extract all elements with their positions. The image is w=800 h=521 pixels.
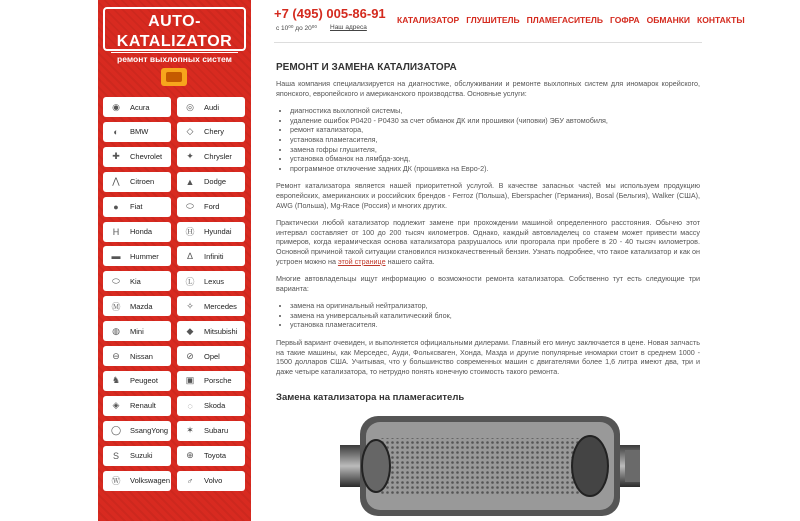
- price-paragraph: Первый вариант очевиден, и выполняется официальными дилерами. Главный его минус заключается в цене. Новая запчасть на такие машины, как Мерседес, Ауди, Фольксваген, Хонда, Мазда и другие популярные иномарки стоит в среднем 1000 - 1500 долларов США. Учитывая, что у большинство современных машин с двигателями более 1,6 литра имеют два, три и даже четыре катализатора, то нетрудно понять конечную стоимость такого ремонта.: [276, 338, 700, 376]
- volvo-logo-icon: ♂: [186, 475, 194, 486]
- brand-link-bmw[interactable]: [103, 122, 171, 142]
- brand-label: Acura: [130, 102, 150, 112]
- ssangyong-logo-icon: ◯: [110, 425, 122, 436]
- kia-logo-icon: ⬭: [112, 275, 120, 286]
- honda-logo-icon: H: [112, 226, 120, 237]
- brand-label: Infiniti: [204, 251, 224, 261]
- brand-link-volvo[interactable]: [177, 471, 245, 491]
- brand-label: Suzuki: [130, 451, 153, 461]
- list-item: • установка пламегасителя.: [290, 320, 700, 330]
- brand-link-mercedes[interactable]: [177, 296, 245, 316]
- brand-link-volkswagen[interactable]: [103, 471, 171, 491]
- toyota-logo-icon: ⊕: [186, 450, 194, 461]
- list-item: • диагностика выхлопной системы,: [290, 106, 700, 116]
- brand-link-hummer[interactable]: [103, 246, 171, 266]
- brand-link-chery[interactable]: [177, 122, 245, 142]
- hyundai-logo-icon: Ⓗ: [185, 227, 195, 237]
- brand-label: Honda: [130, 227, 153, 236]
- list-item: • установка пламегасителя,: [290, 135, 700, 145]
- acura-logo-icon: ◉: [112, 101, 120, 112]
- address-link[interactable]: Наш адреса: [330, 24, 367, 31]
- brand-label: Nissan: [130, 351, 153, 361]
- logo-subtitle: ремонт выхлопных систем: [111, 52, 238, 65]
- nav-flame-arrester[interactable]: ПЛАМЕГАСИТЕЛЬ: [526, 15, 603, 25]
- list-item: • ремонт катализатора,: [290, 125, 700, 135]
- mazda-logo-icon: Ⓜ: [111, 301, 121, 312]
- brand-label: Volkswagen: [130, 476, 171, 485]
- audi-logo-icon: ◎: [186, 101, 194, 112]
- brand-link-dodge[interactable]: [177, 172, 245, 192]
- article-link[interactable]: этой странице: [337, 256, 386, 266]
- nav-catalyst[interactable]: КАТАЛИЗАТОР: [397, 15, 460, 25]
- brand-label: Fiat: [130, 202, 143, 212]
- brand-label: Mercedes: [204, 301, 237, 311]
- nav-corrugation[interactable]: ГОФРА: [610, 15, 640, 25]
- list-item: • замена на оригинальный нейтрализатор,: [290, 301, 700, 311]
- brand-label: Mazda: [130, 301, 153, 311]
- renault-logo-icon: ◈: [112, 400, 120, 411]
- nav-contacts[interactable]: КОНТАКТЫ: [697, 15, 745, 25]
- brand-label: Renault: [130, 401, 156, 411]
- peugeot-logo-icon: ♞: [111, 375, 121, 386]
- brand-link-subaru[interactable]: [177, 421, 245, 441]
- brand-label: Audi: [204, 102, 220, 112]
- list-item: • замена на универсальный каталитический блок,: [290, 311, 700, 321]
- infiniti-logo-icon: ∆: [187, 251, 193, 262]
- intro-paragraph: Наша компания специализируется на диагностике, обслуживании и ремонте выхлопных систем для иномарок корейского, японского, европейского и американского производства. Основные услуги:: [276, 79, 700, 98]
- check-engine-icon: [161, 68, 187, 86]
- brand-label: Chery: [204, 127, 225, 137]
- brand-link-chrysler[interactable]: [177, 147, 245, 167]
- lexus-logo-icon: Ⓛ: [185, 276, 195, 287]
- header-divider: [274, 42, 702, 43]
- brand-label: Kia: [130, 276, 141, 286]
- chrysler-logo-icon: ✦: [186, 151, 194, 162]
- mitsubishi-logo-icon: ◆: [186, 325, 194, 336]
- bmw-logo-icon: ◐: [113, 126, 119, 137]
- brand-link-lexus[interactable]: [177, 271, 245, 291]
- mercedes-logo-icon: ✧: [186, 300, 194, 311]
- brand-link-mazda[interactable]: [103, 296, 171, 316]
- brand-link-kia[interactable]: [103, 271, 171, 291]
- replacement-paragraph: [276, 218, 700, 266]
- volkswagen-logo-icon: Ⓦ: [111, 476, 121, 486]
- suzuki-logo-icon: S: [112, 450, 119, 461]
- brand-link-opel[interactable]: [177, 346, 245, 366]
- options-paragraph: Многие автовладельцы ищут информацию о возможности ремонта катализатора. Собственно тут есть следующие три варианта:: [276, 274, 700, 293]
- brand-link-chevrolet[interactable]: [103, 147, 171, 167]
- nav-muffler[interactable]: ГЛУШИТЕЛЬ: [466, 15, 520, 25]
- list-item: • удаление ошибок P0420 - P0430 за счет обманок ДК или прошивки (чиповки) ЭБУ автомобиля,: [290, 116, 700, 126]
- phone-number[interactable]: +7 (495) 005-86-91: [274, 6, 386, 21]
- services-list: [290, 106, 700, 173]
- ford-logo-icon: ⬭: [186, 201, 194, 212]
- paragraph-text: Практически любой катализатор подлежит замене при прохождении машиной определенного расстояния. Обычно этот интервал составляет от 100 до 200 тысяч километров. Однако, каждый автовладелец со стажем может привести массу примеров, когда керамическая основа катализатора разрушалось или прогорала при пробеге в 20 - 40 тысяч километров. Основной причиной такой ситуации становился низкокачественный бензин. Узнать подробнее, что такое катализатор и как он устроен можно на: [276, 218, 700, 266]
- flame-arrester-diagram: [340, 410, 640, 521]
- brand-link-peugeot[interactable]: [103, 371, 171, 391]
- brand-link-porsche[interactable]: [177, 371, 245, 391]
- brand-label: Skoda: [204, 401, 226, 411]
- brand-label: Hummer: [130, 251, 159, 261]
- brand-link-skoda[interactable]: [177, 396, 245, 416]
- section-subtitle: Замена катализатора на пламегаситель: [276, 392, 465, 403]
- brand-label: Citroen: [130, 177, 155, 187]
- brand-link-toyota[interactable]: [177, 446, 245, 466]
- brand-link-fiat[interactable]: [103, 197, 171, 217]
- brand-link-mini[interactable]: [103, 321, 171, 341]
- brand-link-renault[interactable]: [103, 396, 171, 416]
- brand-label: BMW: [130, 127, 149, 137]
- chevrolet-logo-icon: ✚: [112, 151, 120, 162]
- brand-label: Chrysler: [204, 152, 232, 162]
- nissan-logo-icon: ⊖: [112, 350, 120, 361]
- list-item: • установка обманок на лямбда-зонд,: [290, 154, 700, 164]
- brand-label: Opel: [204, 351, 220, 361]
- fiat-logo-icon: ●: [113, 201, 119, 212]
- article-body: [276, 79, 700, 384]
- logo-title: AUTO-KATALIZATOR: [116, 13, 233, 50]
- hummer-logo-icon: ▬: [111, 251, 121, 262]
- brand-link-citroen[interactable]: [103, 172, 171, 192]
- brand-label: SsangYong: [130, 426, 169, 436]
- brand-link-ssangyong[interactable]: [103, 421, 171, 441]
- brand-link-mitsubishi[interactable]: [177, 321, 245, 341]
- brand-label: Peugeot: [130, 376, 158, 386]
- subaru-logo-icon: ✶: [186, 425, 194, 436]
- brand-label: Lexus: [204, 276, 225, 286]
- brand-link-infiniti[interactable]: [177, 246, 245, 266]
- paragraph-text: нашего сайта.: [385, 256, 435, 266]
- dodge-logo-icon: ▲: [185, 176, 195, 187]
- site-logo[interactable]: [103, 7, 246, 64]
- brand-link-acura[interactable]: [103, 97, 171, 117]
- mini-logo-icon: ◍: [112, 325, 120, 336]
- page-title: РЕМОНТ И ЗАМЕНА КАТАЛИЗАТОРА: [276, 62, 457, 73]
- list-item: • замена гофры глушителя,: [290, 145, 700, 155]
- brand-label: Toyota: [204, 451, 227, 461]
- brand-link-ford[interactable]: [177, 197, 245, 217]
- skoda-logo-icon: ◌: [187, 400, 193, 411]
- working-hours: с 10⁰⁰ до 20⁰⁰: [276, 25, 317, 32]
- brand-label: Subaru: [204, 426, 229, 436]
- brands-paragraph: Ремонт катализатора является нашей приоритетной услугой. В качестве запасных частей мы используем продукцию европейских, американских и российских брендов - Ferroz (Польша), Eberspacher (Германия), Bosal (Бельгия), Walker (США), AWG (Польша), Mg-Race (Россия) и многих других.: [276, 181, 700, 210]
- opel-logo-icon: ⊘: [186, 350, 194, 361]
- porsche-logo-icon: ▣: [185, 375, 195, 386]
- brand-label: Dodge: [204, 177, 227, 187]
- brand-link-audi[interactable]: [177, 97, 245, 117]
- options-list: [290, 301, 700, 330]
- brand-label: Porsche: [204, 376, 232, 386]
- nav-o2-spacers[interactable]: ОБМАНКИ: [646, 15, 691, 25]
- brand-label: Volvo: [204, 476, 223, 485]
- brand-label: Mini: [130, 326, 144, 336]
- list-item: • программное отключение задних ДК (прошивка на Евро-2).: [290, 164, 700, 174]
- brand-label: Hyundai: [204, 227, 232, 236]
- citroen-logo-icon: ⋀: [112, 176, 120, 187]
- chery-logo-icon: ◇: [186, 126, 194, 137]
- brand-link-nissan[interactable]: [103, 346, 171, 366]
- brand-label: Mitsubishi: [204, 326, 238, 336]
- brand-link-hyundai[interactable]: [177, 222, 245, 242]
- brand-label: Ford: [204, 202, 220, 212]
- brand-label: Chevrolet: [130, 152, 163, 162]
- brand-link-suzuki[interactable]: [103, 446, 171, 466]
- brand-link-honda[interactable]: [103, 222, 171, 242]
- main-nav: [397, 15, 745, 25]
